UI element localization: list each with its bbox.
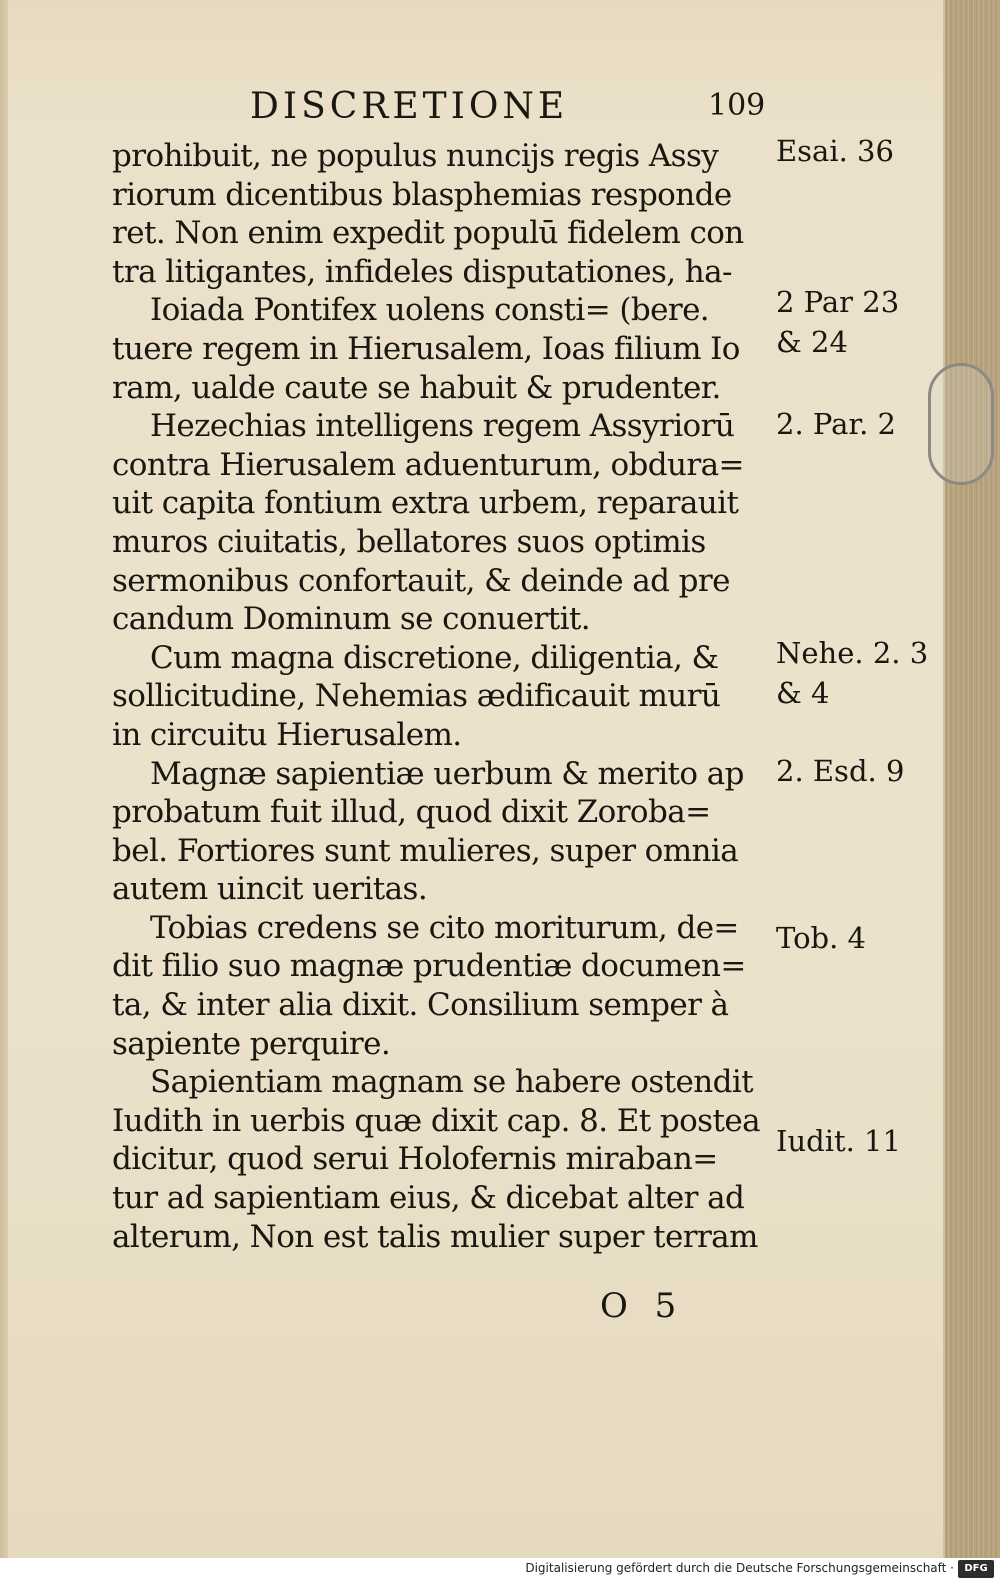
margin-note: & 24 bbox=[776, 325, 848, 359]
text-line: dit filio suo magnæ prudentiæ documen= bbox=[112, 948, 746, 985]
page-header bbox=[250, 86, 770, 134]
text-line: muros ciuitatis, bellatores suos optimis bbox=[112, 523, 706, 560]
text-line: sollicitudine, Nehemias ædificauit murū bbox=[112, 678, 721, 715]
text-line: in circuitu Hierusalem. bbox=[112, 716, 462, 753]
text-line: Magnæ sapientiæ uerbum & merito ap bbox=[150, 755, 744, 792]
text-line: tra litigantes, infideles disputationes, ha- bbox=[112, 253, 732, 290]
text-line: sapiente perquire. bbox=[112, 1025, 391, 1062]
text-line: uit capita fontium extra urbem, reparauit bbox=[112, 485, 739, 522]
text-line: ret. Non enim expedit populū fidelem con bbox=[112, 215, 744, 252]
text-line: Cum magna discretione, diligentia, & bbox=[150, 639, 719, 676]
text-line: ta, & inter alia dixit. Consilium semper à bbox=[112, 987, 729, 1024]
text-line: Ioiada Pontifex uolens consti= (bere. bbox=[150, 292, 710, 329]
footer-bar bbox=[0, 1558, 1000, 1581]
signature-mark: O 5 bbox=[600, 1286, 685, 1326]
margin-note: & 4 bbox=[776, 676, 830, 710]
text-line: ram, ualde caute se habuit & prudenter. bbox=[112, 369, 721, 406]
text-line: tur ad sapientiam eius, & dicebat alter ad bbox=[112, 1180, 745, 1217]
page-clip-icon bbox=[928, 363, 994, 485]
text-line: dicitur, quod serui Holofernis miraban= bbox=[112, 1141, 718, 1178]
text-line: alterum, Non est talis mulier super terram bbox=[112, 1218, 758, 1255]
text-line: candum Dominum se conuertit. bbox=[112, 601, 590, 638]
text-line: sermonibus confortauit, & deinde ad pre bbox=[112, 562, 730, 599]
text-line: Tobias credens se cito moriturum, de= bbox=[150, 909, 739, 946]
text-line: Iudith in uerbis quæ dixit cap. 8. Et postea bbox=[112, 1102, 760, 1139]
text-line: contra Hierusalem aduenturum, obdura= bbox=[112, 446, 744, 483]
book-fore-edge bbox=[945, 0, 1000, 1558]
digitization-credit: Digitalisierung gefördert durch die Deutsche Forschungsgemeinschaft · bbox=[525, 1561, 954, 1575]
text-line: prohibuit, ne populus nuncijs regis Assy bbox=[112, 138, 719, 174]
dfg-logo: DFG bbox=[958, 1560, 994, 1578]
body-text bbox=[112, 137, 767, 1256]
text-line: Hezechias intelligens regem Assyriorū bbox=[150, 408, 735, 445]
margin-note: 2. Par. 2 bbox=[776, 407, 896, 441]
margin-note: 2. Esd. 9 bbox=[776, 754, 905, 788]
text-line: riorum dicentibus blasphemias responde bbox=[112, 176, 732, 213]
running-head: DISCRETIONE bbox=[250, 86, 569, 127]
margin-note: Nehe. 2. 3 bbox=[776, 636, 929, 670]
page-number: 109 bbox=[708, 88, 766, 123]
margin-note: Iudit. 11 bbox=[776, 1124, 901, 1158]
text-line: tuere regem in Hierusalem, Ioas filium Io bbox=[112, 330, 740, 367]
text-line: Sapientiam magnam se habere ostendit bbox=[150, 1064, 754, 1101]
margin-note: Esai. 36 bbox=[776, 134, 894, 168]
text-line: autem uincit ueritas. bbox=[112, 871, 428, 908]
text-line: probatum fuit illud, quod dixit Zoroba= bbox=[112, 794, 711, 831]
margin-note: 2 Par 23 bbox=[776, 285, 900, 319]
text-line: bel. Fortiores sunt mulieres, super omnia bbox=[112, 832, 739, 869]
margin-note: Tob. 4 bbox=[776, 921, 867, 955]
